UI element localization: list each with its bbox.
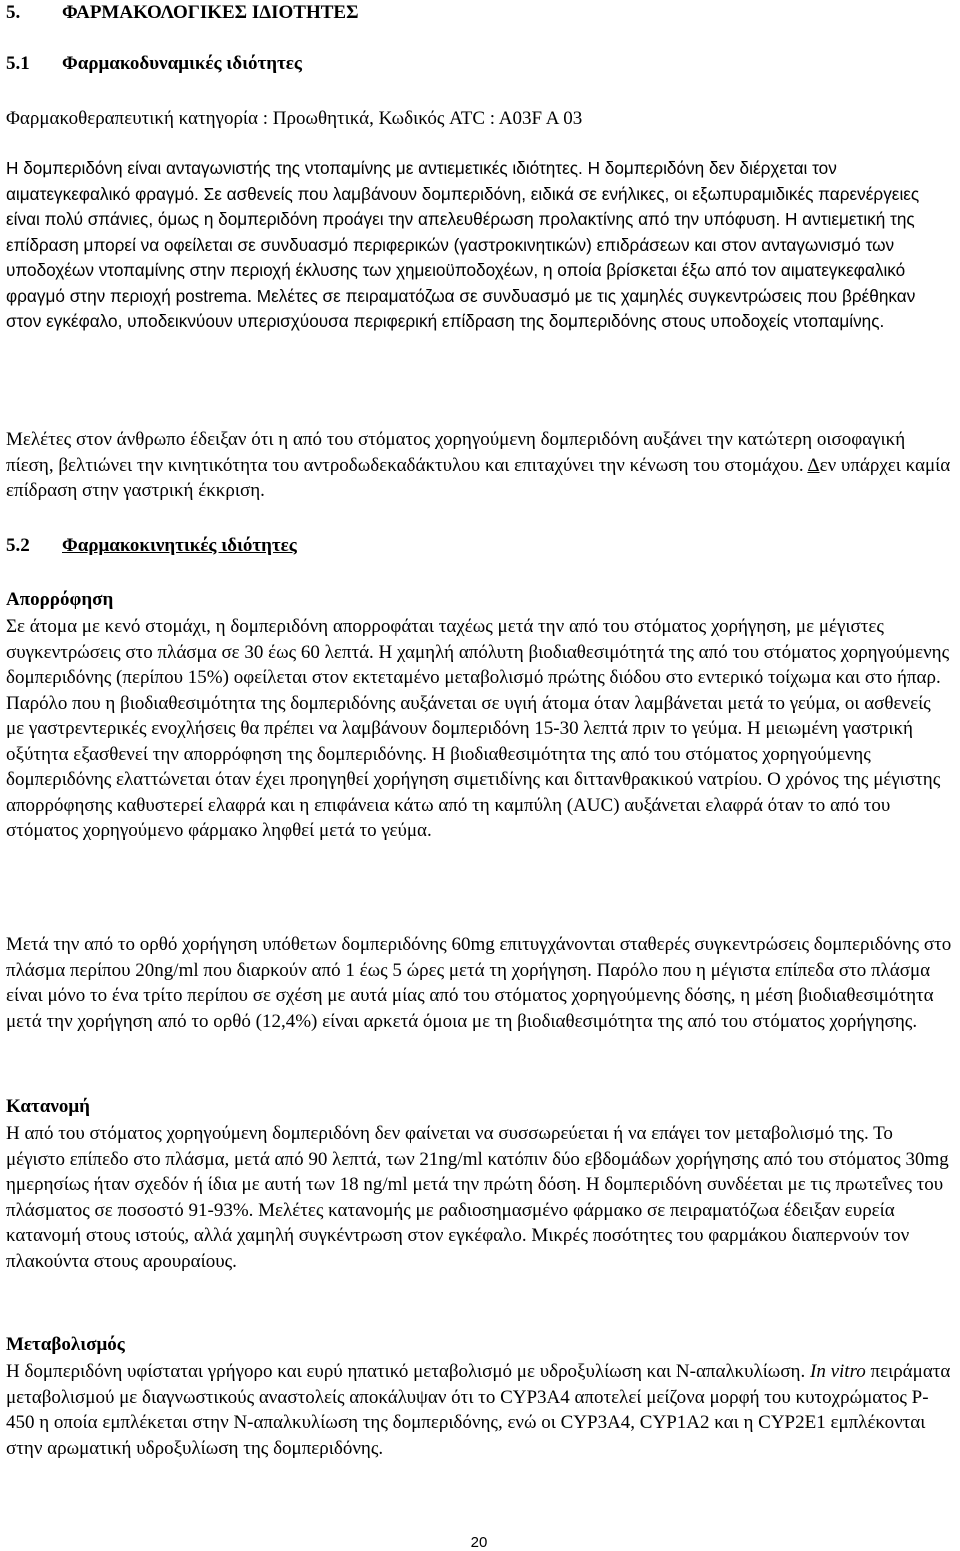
section-5-1-title: Φαρμακοδυναμικές ιδιότητες [62,53,302,74]
section-5-2-heading [6,535,297,557]
section-5-2-title: Φαρμακοκινητικές ιδιότητες [62,535,297,556]
section-5-1-number: 5.1 [6,53,30,74]
metabolism-paragraph [6,1359,952,1461]
human-studies-paragraph [6,427,952,504]
document-page [6,0,952,1551]
section-5-heading [6,2,359,24]
metabolism-heading: Μεταβολισμός [6,1334,125,1355]
section-5-title: ΦΑΡΜΑΚΟΛΟΓΙΚΕΣ ΙΔΙΟΤΗΤΕΣ [62,2,359,23]
atc-category: Φαρμακοθεραπευτική κατηγορία : Προωθητικά, Κωδικός ATC : A03F A 03 [6,108,583,129]
section-5-2-number: 5.2 [6,535,30,556]
human-studies-text: Μελέτες στον άνθρωπο έδειξαν ότι η από του στόματος χορηγούμενη δομπεριδόνη αυξάνει την κατώτερη οισοφαγική πίεση, βελτιώνει την κινητικότητα του αντροδωδεκαδάκτυλου και επιταχύνει την κένωση του στομάχου. [6,429,906,476]
section-5-number: 5. [6,2,21,23]
human-studies-text-end: εν υπάρχει καμία επίδραση στην γαστρική έκκριση. [6,454,951,501]
metabolism-text: Η δομπεριδόνη υφίσταται γρήγορο και ευρύ ηπατικό μεταβολισμό με υδροξυλίωση και N-απαλκυλίωση. [6,1361,810,1382]
distribution-heading: Κατανομή [6,1096,90,1117]
metabolism-text-end: πειράματα μεταβολισμού με διαγνωστικούς αναστολείς αποκάλυψαν ότι το CYP3A4 αποτελεί μείζονα μορφή του κυτοχρώματος P-450 η οποία εμπλέκεται στην N-απαλκυλίωση της δομπεριδόνης, ενώ οι CYP3A4, CYP1A2 και η CYP2E1 εμπλέκονται στην αρωματική υδροξυλίωση της δομπεριδόνης. [6,1361,951,1459]
page-number: 20 [470,1534,488,1551]
distribution-paragraph: Η από του στόματος χορηγούμενη δομπεριδόνη δεν φαίνεται να συσσωρεύεται ή να επάγει τον μεταβολισμό της. Το μέγιστο επίπεδο στο πλάσμα, μετά από 90 λεπτά, των 21ng/ml κατόπιν δύο εβδομάδων χορήγησης από του στόματος 30mg ημερησίως ήταν σχεδόν ή ίδια με αυτή των 18 ng/ml μετά την πρώτη δόση. Η δομπεριδόνη συνδέεται με τις πρωτεΐνες του πλάσματος σε ποσοστό 91-93%. Μελέτες κατανομής με ραδιοσημασμένο φάρμακο σε πειραματόζωα έδειξαν ευρεία κατανομή στους ιστούς, αλλά χαμηλή συγκέντρωση στον εγκέφαλο. Μικρές ποσότητες του φαρμάκου διαπερνούν τον πλακούντα στους αρουραίους. [6,1123,949,1272]
pharmacodynamics-paragraph: Η δομπεριδόνη είναι ανταγωνιστής της ντοπαμίνης με αντιεμετικές ιδιότητες. Η δομπεριδόνη δεν διέρχεται τον αιματεγκεφαλικό φραγμό. Σε ασθενείς που λαμβάνουν δομπεριδόνη, ειδικά σε ενήλικες, οι εξωπυραμιδικές παρενέργειες είναι πολύ σπάνιες, όμως η δομπεριδόνη προάγει την απελευθέρωση προλακτίνης από την υπόφυση. Η αντιεμετική της επίδραση μπορεί να οφείλεται σε συνδυασμό περιφερικών (γαστροκινητικών) επιδράσεων και στον ανταγωνισμό των υποδοχέων ντοπαμίνης στην περιοχή έκλυσης των χημειοϋποδοχέων, η οποία βρίσκεται έξω από τον αιματεγκεφαλικό φραγμό στην περιοχή postrema. Μελέτες σε πειραματόζωα σε συνδυασμό με τις χαμηλές συγκεντρώσεις που βρέθηκαν στον εγκέφαλο, υποδεικνύουν υπερισχύουσα περιφερική επίδραση της δομπεριδόνης στους υποδοχείς ντοπαμίνης. [6,158,920,331]
absorption-paragraph: Σε άτομα με κενό στομάχι, η δομπεριδόνη απορροφάται ταχέως μετά την από του στόματος χορήγηση, με μέγιστες συγκεντρώσεις στο πλάσμα σε 30 έως 60 λεπτά. Η χαμηλή απόλυτη βιοδιαθεσιμότητά της από του στόματος χορηγούμενης δομπεριδόνης (περίπου 15%) οφείλεται στον εκτεταμένο μεταβολισμό πρώτης διόδου στο εντερικό τοίχωμα και στο ήπαρ. Παρόλο που η βιοδιαθεσιμότητα της δομπεριδόνης αυξάνεται σε υγιή άτομα όταν λαμβάνεται μετά το γεύμα, οι ασθενείς με γαστρεντερικές ενοχλήσεις θα πρέπει να λαμβάνουν δομπεριδόνη 15-30 λεπτά πριν το γεύμα. Η μειωμένη γαστρική οξύτητα εξασθενεί την απορρόφηση της δομπεριδόνης. Η βιοδιαθεσιμότητα της από του στόματος χορηγούμενης δομπεριδόνης ελαττώνεται όταν έχει προηγηθεί χορήγηση σιμετιδίνης και διττανθρακικού νατρίου. Ο χρόνος της μέγιστης απορρόφησης καθυστερεί ελαφρά και η επιφάνεια κάτω από τη καμπύλη (AUC) αυξάνεται ελαφρά όταν το από του στόματος χορηγούμενο φάρμακο ληφθεί μετά το γεύμα. [6,616,950,841]
section-5-1-heading [6,53,302,75]
rectal-absorption-paragraph: Μετά την από το ορθό χορήγηση υπόθετων δομπεριδόνης 60mg επιτυγχάνονται σταθερές συγκεντρώσεις δομπεριδόνης στο πλάσμα περίπου 20ng/ml που διαρκούν από 1 έως 5 ώρες μετά τη χορήγηση. Παρόλο που η μέγιστα επίπεδα στο πλάσμα είναι μόνο το ένα τρίτο περίπου σε σχέση με αυτά μίας από του στόματος χορηγούμενης δόσης, η μέση βιοδιαθεσιμότητα μετά την χορήγηση από το ορθό (12,4%) είναι αρκετά όμοια με τη βιοδιαθεσιμότητα της από του στόματος χορήγησης. [6,934,952,1032]
in-vitro-italic: In vitro [810,1361,866,1382]
underlined-letter: Δ [807,454,820,476]
absorption-heading: Απορρόφηση [6,589,114,610]
